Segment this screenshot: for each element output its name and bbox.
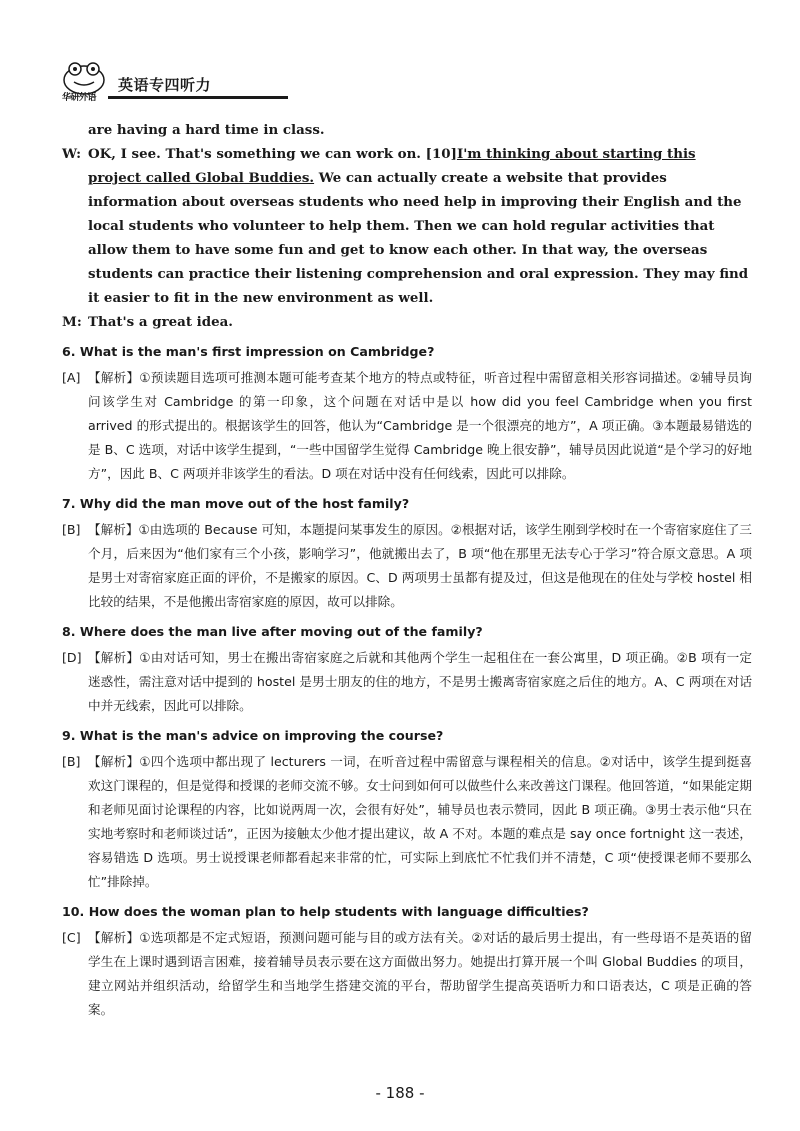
- header-rule: [108, 96, 288, 99]
- explanation-text: 【解析】①由选项的 Because 可知，本题提问某事发生的原因。②根据对话，该学生刚到学校时在一个寄宿家庭住了三个月，后来因为“他们家有三个小孩，影响学习”，他就搬出去了，B 项“他在那里无法专心于学习”符合原文意思。A 项是男士对寄宿家庭正面的评价，不是搬家的原因。C、D 两项男士虽都有提及过，但这是他现在的住处与学校 hostel 相比较的结果，不是他搬出寄宿家庭的原因，故可以排除。: [88, 522, 752, 609]
- question: 10. How does the woman plan to help students with language difficulties?: [62, 904, 589, 919]
- question: 7. Why did the man move out of the host family?: [62, 496, 410, 511]
- dialogue-woman: [62, 142, 752, 310]
- answer-label: [A]: [62, 370, 81, 385]
- question: 9. What is the man's advice on improving the course?: [62, 728, 444, 743]
- speaker-label: W:: [62, 146, 82, 162]
- answer-explanation: [62, 926, 752, 1022]
- answer-label: [D]: [62, 650, 82, 665]
- page-number: - 188 -: [375, 1084, 425, 1102]
- answer-explanation: [62, 366, 752, 486]
- page-content: [62, 118, 752, 1022]
- answer-label: [B]: [62, 522, 81, 537]
- book-title: 英语专四听力: [118, 76, 212, 94]
- answer-label: [B]: [62, 754, 81, 769]
- question: 6. What is the man's first impression on Cambridge?: [62, 344, 435, 359]
- page-header: [60, 58, 760, 102]
- explanation-text: 【解析】①四个选项中都出现了 lecturers 一词，在听音过程中需留意与课程相关的信息。②对话中，该学生提到挺喜欢这门课程的，但是觉得和授课的老师交流不够。女士问到如何可以做些什么来改善这门课程。他回答道，“如果能定期和老师见面讨论课程的内容，比如说两周一次，会很有好处”，辅导员也表示赞同，因此 B 项正确。③男士表示他“只在实地考察时和老师谈过话”，正因为接触太少他才提出建议，故 A 不对。本题的难点是 say once fortnight 这一表述，容易错选 D 选项。男士说授课老师都看起来非常的忙，可实际上到底忙不忙我们并不清楚，C 项“使授课老师不要那么忙”排除掉。: [88, 754, 752, 889]
- question-block: [62, 900, 752, 1022]
- answer-explanation: [62, 518, 752, 614]
- question-block: [62, 620, 752, 718]
- dialogue-man: [62, 310, 752, 334]
- question-block: [62, 492, 752, 614]
- explanation-text: 【解析】①选项都是不定式短语，预测问题可能与目的或方法有关。②对话的最后男士提出，有一些母语不是英语的留学生在上课时遇到语言困难，接着辅导员表示要在这方面做出努力。她提出打算开展一个叫 Global Buddies 的项目，建立网站并组织活动，给留学生和当地学生搭建交流的平台，帮助留学生提高英语听力和口语表达，C 项是正确的答案。: [88, 930, 752, 1017]
- answer-explanation: [62, 646, 752, 718]
- explanation-text: 【解析】①预读题目选项可推测本题可能考查某个地方的特点或特征，听音过程中需留意相关形容词描述。②辅导员询问该学生对 Cambridge 的第一印象，这个问题在对话中是以 how did you feel Cambridge when you first arrived 的形式提出的。根据该学生的回答，他认为“Cambridge 是一个很漂亮的地方”，A 项正确。③本题最易错选的是 B、C 选项，对话中该学生提到，“一些中国留学生觉得 Cambridge 晚上很安静”，辅导员因此说道“是个学习的好地方”，因此 B、C 两项并非该学生的看法。D 项在对话中没有任何线索，因此可以排除。: [88, 370, 752, 481]
- answer-explanation: [62, 750, 752, 894]
- question-block: [62, 340, 752, 486]
- dialogue-text: That's a great idea.: [88, 314, 233, 330]
- speaker-label: M:: [62, 314, 82, 330]
- dialogue-text: OK, I see. That's something we can work on.: [88, 146, 426, 162]
- answer-marker: [10]: [425, 146, 457, 162]
- dialogue-text: We can actually create a website that provides information about overseas students who need help in improving their English and the local students who volunteer to help them. Then we can hold regular activities that allow them to have some fun and get to know each other. In that way, the overseas students can practice their listening comprehension and oral expression. They may find it easier to fit in the new environment as well.: [88, 170, 749, 306]
- explanation-text: 【解析】①由对话可知，男士在搬出寄宿家庭之后就和其他两个学生一起租住在一套公寓里，D 项正确。②B 项有一定迷惑性，需注意对话中提到的 hostel 是男士朋友的住的地方，不是男士搬离寄宿家庭之后住的地方。A、C 两项在对话中并无线索，因此可以排除。: [88, 650, 752, 713]
- dialogue-line: are having a hard time in class.: [88, 122, 325, 138]
- underlined-answer-text: I'm thinking about starting this project called Global Buddies.: [88, 146, 696, 186]
- answer-label: [C]: [62, 930, 81, 945]
- logo-text: 华研外语: [62, 93, 97, 103]
- question-block: [62, 724, 752, 894]
- question: 8. Where does the man live after moving out of the family?: [62, 624, 483, 639]
